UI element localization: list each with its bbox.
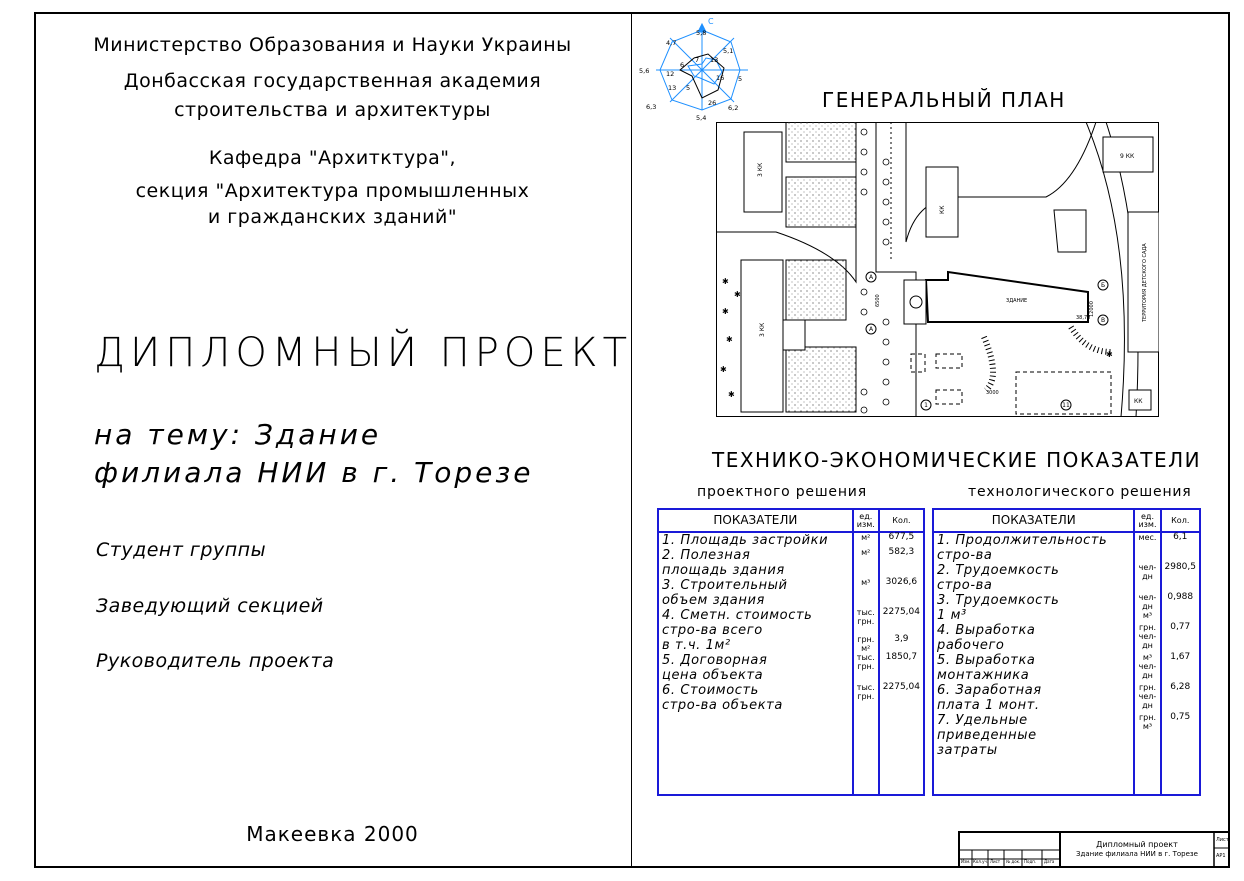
indicator-name: 2. Трудоемкость стро-ва xyxy=(937,563,1060,593)
indicator-row xyxy=(658,653,924,683)
svg-text:✱: ✱ xyxy=(720,365,727,374)
stamp-col: Изм. xyxy=(961,859,971,864)
indicator-row xyxy=(658,548,924,578)
indicator-row xyxy=(933,623,1200,653)
indicator-value: 0,77 xyxy=(1161,623,1201,653)
dimension-12000: 12000 xyxy=(1089,301,1095,317)
indicator-name: 4. Выработка рабочего xyxy=(937,623,1036,653)
col-header-value: Кол. xyxy=(1161,509,1201,532)
rose-inner: 12 xyxy=(666,70,675,78)
rose-value: 5,1 xyxy=(723,47,734,55)
rose-north-label: С xyxy=(708,17,714,26)
indicator-name: 3. Строительный объем здания xyxy=(662,578,788,608)
indicator-name: 7. Удельные приведенные затраты xyxy=(937,713,1037,758)
stamp-sheet-label: Лист xyxy=(1216,837,1229,843)
indicator-name: 1. Продолжительность стро-ва xyxy=(937,533,1108,563)
indicator-value: 0,988 xyxy=(1161,593,1201,623)
col-header-name: ПОКАЗАТЕЛИ xyxy=(658,509,853,532)
indicator-value: 2980,5 xyxy=(1161,563,1201,593)
indicator-unit: грн. чел-дн xyxy=(1134,683,1160,713)
axis-label: Б xyxy=(1100,282,1106,289)
filler-row xyxy=(658,713,924,795)
site-plan xyxy=(716,122,1159,417)
city-year: Макеевка 2000 xyxy=(246,822,419,846)
title-block-stamp xyxy=(958,831,1228,866)
stamp-sheet-value: АР1 xyxy=(1216,853,1226,859)
academy-line-2: строительства и архитектуры xyxy=(174,99,491,121)
indicator-row xyxy=(658,683,924,713)
indicator-value: 677,5 xyxy=(879,532,924,548)
col-header-value: Кол. xyxy=(879,509,924,532)
indicator-name: 1. Площадь застройки xyxy=(662,533,829,548)
tech-subtitle: технологического решения xyxy=(968,484,1192,500)
rose-value: 5,6 xyxy=(639,67,650,75)
project-indicators-table xyxy=(657,508,925,796)
indicator-value: 1,67 xyxy=(1161,653,1201,683)
section-line: секция "Архитектура промышленных xyxy=(135,180,530,202)
rose-inner: 13 xyxy=(668,84,677,92)
indicator-value: 1850,7 xyxy=(879,653,924,683)
building-label: КК xyxy=(1134,398,1143,405)
svg-text:✱: ✱ xyxy=(734,290,741,299)
indicator-value: 582,3 xyxy=(879,548,924,578)
indicator-value: 6,28 xyxy=(1161,683,1201,713)
stamp-col: Дата xyxy=(1044,859,1055,864)
indicator-row xyxy=(933,713,1200,758)
axis-label: В xyxy=(1100,317,1106,324)
tech-indicators-table xyxy=(932,508,1201,796)
indicator-name: 6. Стоимость стро-ва объекта xyxy=(662,683,783,713)
ministry-line: Министерство Образования и Науки Украины xyxy=(93,34,572,56)
theme-line-2: филиала НИИ в г. Торезе xyxy=(94,456,534,489)
building-label: 3 КК xyxy=(759,322,766,337)
indicator-value: 2275,04 3,9 xyxy=(879,608,924,653)
indicator-unit: грн. чел-дн xyxy=(1134,623,1160,653)
building-label: КК xyxy=(939,205,946,214)
building-label: 3 КК xyxy=(757,162,764,177)
axis-label: А xyxy=(868,274,874,281)
indicator-unit: чел-дн м³ xyxy=(1134,593,1160,623)
svg-text:✱: ✱ xyxy=(728,390,735,399)
col-header-unit: ед. изм. xyxy=(853,509,879,532)
svg-text:✱: ✱ xyxy=(726,335,733,344)
axis-label: 1 xyxy=(924,402,928,409)
role-student: Студент группы xyxy=(96,539,267,561)
col-header-unit: ед. изм. xyxy=(1134,509,1160,532)
rose-value: 5,4 xyxy=(696,114,707,122)
svg-text:✱: ✱ xyxy=(1106,350,1113,359)
indicator-row xyxy=(658,532,924,548)
rose-value: 5 xyxy=(738,75,743,83)
wind-rose xyxy=(636,14,754,126)
indicator-row xyxy=(933,532,1200,563)
stamp-col: № док. xyxy=(1006,859,1021,864)
rose-inner: 26 xyxy=(708,99,717,107)
indicator-row xyxy=(933,563,1200,593)
indicators-title: ТЕХНИКО-ЭКОНОМИЧЕСКИЕ ПОКАЗАТЕЛИ xyxy=(712,448,1202,472)
plan-title: ГЕНЕРАЛЬНЫЙ ПЛАН xyxy=(822,88,1066,112)
sheet-divider xyxy=(631,12,632,868)
rose-inner: 13 xyxy=(710,56,719,64)
main-building-label: ЗДАНИЕ xyxy=(1006,298,1028,304)
rose-value: 4,7 xyxy=(666,39,677,47)
indicator-unit: тыс. грн. xyxy=(853,653,879,683)
indicator-name: 4. Сметн. стоимость стро-ва всего в т.ч. 1м² xyxy=(662,608,813,653)
indicator-value: 2275,04 xyxy=(879,683,924,713)
elevation-label: 38,70 xyxy=(1076,315,1091,321)
role-head-of-section: Заведующий секцией xyxy=(96,595,324,617)
indicator-unit: мес. xyxy=(1134,532,1160,563)
stamp-title-1: Дипломный проект xyxy=(1096,840,1178,849)
indicator-value: 6,1 xyxy=(1161,532,1201,563)
building-label: 9 КК xyxy=(1120,153,1135,160)
indicator-value: 3026,6 xyxy=(879,578,924,608)
indicator-unit: м³ xyxy=(853,578,879,608)
stamp-col: Подп. xyxy=(1024,859,1037,864)
kindergarten-label: ТЕРРИТОРИЯ ДЕТСКОГО САДА xyxy=(1142,243,1148,322)
academy-line: Донбасская государственная академия xyxy=(123,70,542,92)
indicator-unit: тыс. грн. грн. м² xyxy=(853,608,879,653)
rose-value: 6,3 xyxy=(646,103,657,111)
indicator-value: 0,75 xyxy=(1161,713,1201,758)
indicator-unit: м² xyxy=(853,548,879,578)
dimension-3000: 3000 xyxy=(986,390,999,396)
role-supervisor: Руководитель проекта xyxy=(96,650,335,672)
department-line: Кафедра "Архитктура", xyxy=(208,147,457,169)
rose-inner: 7 xyxy=(695,56,700,64)
stamp-title-2: Здание филиала НИИ в г. Торезе xyxy=(1076,850,1198,858)
filler-row xyxy=(933,758,1200,795)
indicator-row xyxy=(933,683,1200,713)
rose-inner: 16 xyxy=(716,74,725,82)
indicator-name: 5. Выработка монтажника xyxy=(937,653,1036,683)
theme-line-1: на тему: Здание xyxy=(94,418,382,451)
rose-inner: 5 xyxy=(686,84,691,92)
rose-value: 6,2 xyxy=(728,104,739,112)
indicator-row xyxy=(658,608,924,653)
indicator-unit: м³ чел-дн xyxy=(1134,653,1160,683)
stamp-col: Кол.уч. xyxy=(973,859,989,864)
indicator-row xyxy=(658,578,924,608)
axis-label: А xyxy=(868,326,874,333)
indicator-name: 5. Договорная цена объекта xyxy=(662,653,768,683)
indicator-name: 2. Полезная площадь здания xyxy=(662,548,785,578)
dimension-6500: 6500 xyxy=(875,294,881,307)
indicator-unit: грн. м³ xyxy=(1134,713,1160,758)
rose-value: 5,8 xyxy=(696,29,707,37)
project-subtitle: проектного решения xyxy=(697,484,867,500)
indicator-unit: м² xyxy=(853,532,879,548)
indicator-name: 6. Заработная плата 1 монт. xyxy=(937,683,1042,713)
indicator-row xyxy=(933,653,1200,683)
section-line-2: и гражданских зданий" xyxy=(207,206,458,228)
rose-inner: 6 xyxy=(680,61,685,69)
indicator-row xyxy=(933,593,1200,623)
stamp-col: Лист xyxy=(990,859,1001,864)
axis-label: 11 xyxy=(1062,402,1070,409)
project-title: ДИПЛОМНЫЙ ПРОЕКТ xyxy=(94,330,633,376)
indicator-name: 3. Трудоемкость 1 м³ xyxy=(937,593,1060,623)
indicator-unit: тыс. грн. xyxy=(853,683,879,713)
svg-text:✱: ✱ xyxy=(722,307,729,316)
indicator-unit: чел-дн xyxy=(1134,563,1160,593)
col-header-name: ПОКАЗАТЕЛИ xyxy=(933,509,1134,532)
svg-text:✱: ✱ xyxy=(722,277,729,286)
